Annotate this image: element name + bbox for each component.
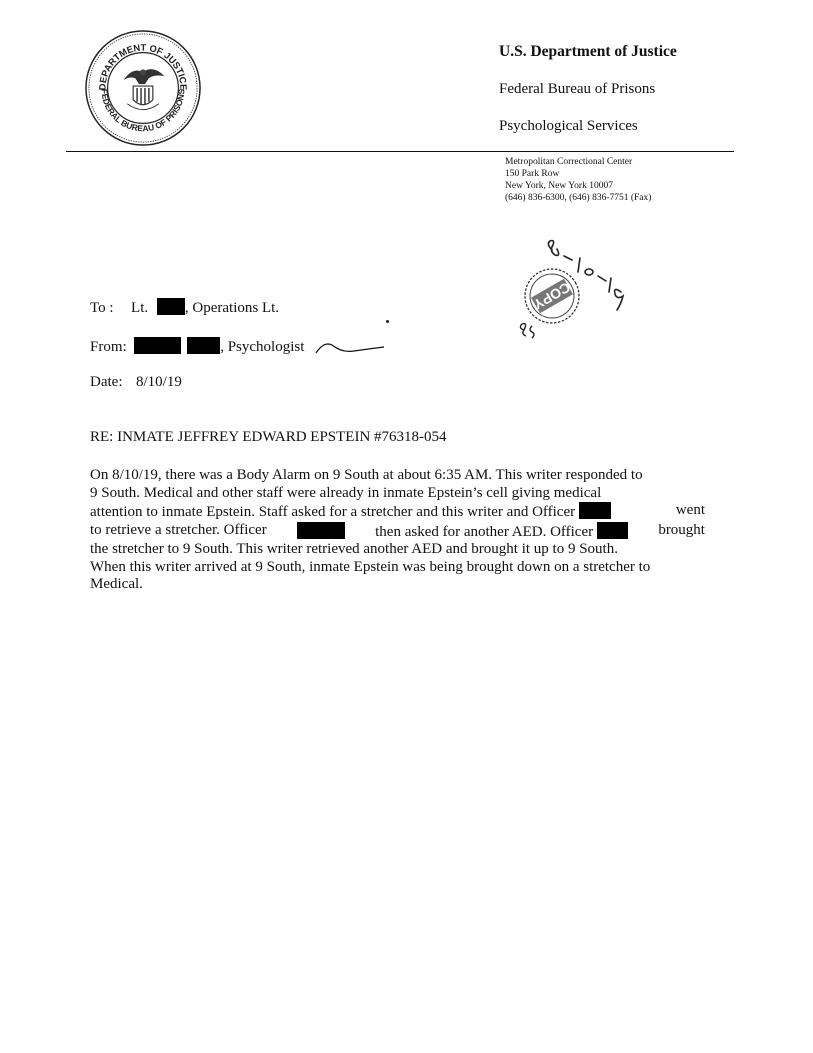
body-line: On 8/10/19, there was a Body Alarm on 9 South at about 6:35 AM. This writer responded to — [90, 467, 643, 483]
redaction-bar — [134, 337, 181, 354]
bureau-name: Federal Bureau of Prisons — [499, 81, 656, 97]
redaction-bar — [157, 298, 185, 315]
subject-line: RE: INMATE JEFFREY EDWARD EPSTEIN #76318-054 — [90, 429, 447, 445]
to-prefix: Lt. — [131, 300, 149, 316]
department-name: U.S. Department of Justice — [499, 43, 677, 60]
body-line — [90, 522, 705, 542]
date-label: Date: — [90, 374, 123, 390]
address-line-4: (646) 836-6300, (646) 836-7751 (Fax) — [505, 193, 652, 203]
body-line: 9 South. Medical and other staff were already in inmate Epstein’s cell giving medical — [90, 484, 602, 501]
memo-date — [90, 374, 182, 391]
body-line — [90, 502, 705, 522]
address-line-1: Metropolitan Correctional Center — [505, 157, 633, 167]
redaction-bar — [597, 522, 628, 539]
copy-stamp — [508, 238, 633, 348]
body-segment: attention to inmate Epstein. Staff asked for a stretcher and this writer and Officer — [90, 504, 576, 520]
from-label: From: — [90, 339, 127, 355]
redaction-bar — [297, 522, 345, 539]
ink-dot — [386, 320, 389, 323]
header-rule — [66, 151, 734, 152]
facility-address — [505, 156, 651, 204]
body-segment: then asked for another AED. Officer — [375, 523, 594, 540]
body-segment: to retrieve a stretcher. Officer — [90, 521, 267, 538]
to-label: To : — [90, 300, 114, 316]
seal-bottom-text: FEDERAL BUREAU OF PRISONS — [99, 88, 187, 134]
redaction-bar — [187, 337, 220, 354]
memo-from — [90, 337, 386, 357]
seal-top-text: DEPARTMENT OF JUSTICE — [97, 42, 189, 91]
body-segment: went — [675, 502, 705, 518]
svg-text:FEDERAL BUREAU OF PRISONS — [100, 88, 187, 133]
body-line: the stretcher to 9 South. This writer retrieved another AED and brought it up to 9 South. — [90, 541, 618, 557]
body-line: When this writer arrived at 9 South, inmate Epstein was being brought down on a stretcher to — [90, 558, 651, 575]
date-value: 8/10/19 — [135, 374, 182, 390]
doj-bop-seal — [84, 29, 202, 147]
stamp-copy-text: COPY — [530, 279, 574, 313]
body-line: Medical. — [90, 576, 143, 592]
redaction-bar — [579, 502, 611, 519]
signature-scribble — [314, 337, 386, 357]
address-line-3: New York, New York 10007 — [505, 181, 613, 191]
from-suffix: , Psychologist — [220, 339, 305, 355]
memo-body — [90, 467, 705, 594]
memo-to — [90, 298, 279, 317]
division-name: Psychological Services — [499, 118, 638, 134]
body-segment: brought — [658, 521, 705, 538]
address-line-2: 150 Park Row — [505, 169, 560, 179]
to-suffix: , Operations Lt. — [184, 300, 280, 316]
